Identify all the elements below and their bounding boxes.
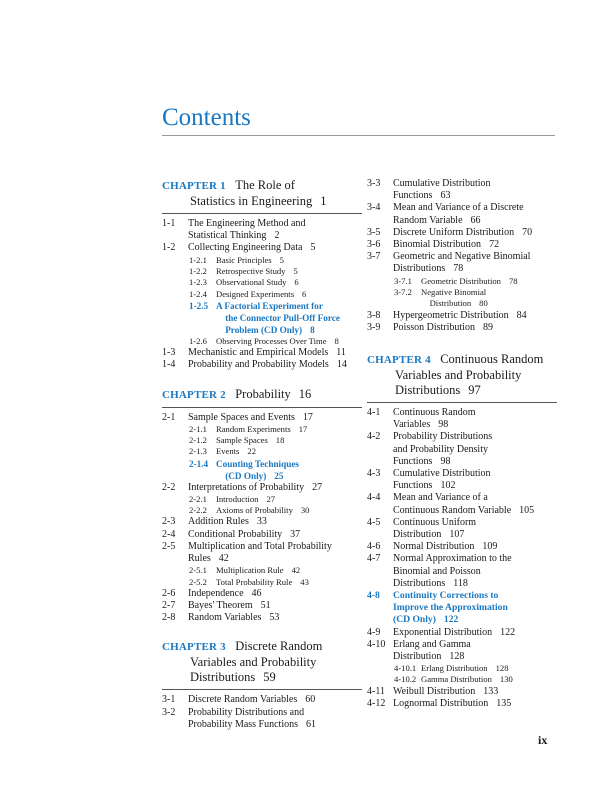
entry-number: 2-8 <box>162 612 176 624</box>
chapter-rule <box>162 689 362 690</box>
entry-page: 128 <box>449 650 465 662</box>
entry-title: Collecting Engineering Data <box>188 242 303 254</box>
toc-entry-3-3[interactable] <box>367 178 557 202</box>
entry-number: 1-3 <box>162 347 176 359</box>
chapter-page: 59 <box>263 670 276 685</box>
entry-number: 4-2 <box>367 431 381 443</box>
entry-title-line-1: The Engineering Method and <box>188 218 306 229</box>
entry-title-line-2: Functions <box>393 480 433 492</box>
entry-page: 105 <box>519 504 535 516</box>
entry-title: Hypergeometric Distribution <box>393 309 509 321</box>
entry-title: Probability and Probability Models <box>188 359 329 371</box>
entry-number: 3-4 <box>367 202 381 214</box>
entry-title-line-2: Variables <box>393 419 431 431</box>
toc-entry-4-4[interactable] <box>367 492 557 516</box>
entry-title-line-3: Problem (CD Only) <box>225 324 303 335</box>
toc-entry-3-2[interactable] <box>162 707 362 731</box>
entry-number: 1-1 <box>162 218 176 229</box>
entry-title-line-2: Distribution <box>393 650 442 662</box>
chapter-3-heading[interactable] <box>162 639 362 685</box>
chapter-number: CHAPTER 4 <box>367 353 431 366</box>
entry-number: 2-2 <box>162 481 176 493</box>
chapter-title-line-1: Continuous Random <box>440 351 544 366</box>
entry-number: 3-5 <box>367 226 381 238</box>
toc-entry-2-3[interactable] <box>162 516 362 528</box>
entry-page: 8 <box>310 324 315 335</box>
entry-number: 2-6 <box>162 587 176 599</box>
toc-entry-1-3[interactable] <box>162 347 362 359</box>
entry-title-line-1: Multiplication and Total Probability <box>188 540 332 552</box>
entry-page: 107 <box>449 528 465 540</box>
entry-number: 3-8 <box>367 309 381 321</box>
entry-page: 5 <box>293 265 298 276</box>
entry-page: 53 <box>269 612 280 624</box>
entry-title-line-3: Functions <box>393 455 433 467</box>
entry-title-line-1: Mean and Variance of a Discrete <box>393 202 524 214</box>
page-title: Contents <box>162 104 251 131</box>
entry-page: 130 <box>499 674 513 685</box>
toc-entry-2-5[interactable] <box>162 541 362 565</box>
entry-title-line-1: Continuous Uniform <box>393 516 477 528</box>
entry-title: Exponential Distribution <box>393 626 493 638</box>
entry-number: 1-2.2 <box>189 265 207 276</box>
chapter-title-line-1: Discrete Random <box>235 639 323 654</box>
entry-title: Conditional Probability <box>188 528 283 540</box>
toc-entry-2-1[interactable] <box>162 412 362 424</box>
entry-title-line-1: Erlang and Gamma <box>393 638 471 650</box>
entry-number: 2-5 <box>162 540 176 552</box>
entry-title: Introduction <box>216 493 259 504</box>
entry-title: Basic Principles <box>216 254 272 265</box>
entry-title: Total Probability Rule <box>216 576 293 587</box>
spacer <box>367 334 557 352</box>
entry-title: Bayes' Theorem <box>188 600 253 611</box>
entry-title: Multiplication Rule <box>216 565 284 576</box>
toc-subentry-2-2-2[interactable] <box>162 505 362 516</box>
entry-title: Geometric Distribution <box>421 275 501 286</box>
toc-entry-2-2[interactable] <box>162 482 362 494</box>
chapter-2-heading[interactable] <box>162 387 362 403</box>
chapter-rule <box>162 407 362 408</box>
entry-page: 5 <box>279 254 284 265</box>
toc-right-column <box>367 178 557 710</box>
entry-title-line-2: and Probability Density <box>393 443 488 455</box>
chapter-title-line-2: Statistics in Engineering <box>190 194 313 208</box>
entry-title-line-2: Improve the Approximation <box>393 602 508 614</box>
entry-page: 51 <box>260 600 271 611</box>
entry-page: 78 <box>508 275 518 286</box>
toc-entry-4-5[interactable] <box>367 517 557 541</box>
entry-title-line-1: Probability Distributions and <box>188 706 305 718</box>
chapter-title-line-3: Distributions <box>190 670 256 685</box>
entry-page: 89 <box>482 321 493 333</box>
entry-title-line-1: Geometric and Negative Binomial <box>393 251 531 263</box>
entry-page: 14 <box>336 359 347 371</box>
entry-number: 4-3 <box>367 467 381 479</box>
toc-subentry-2-5-2[interactable] <box>162 577 362 588</box>
chapter-number: CHAPTER 3 <box>162 641 226 654</box>
entry-title: Observing Processes Over Time <box>216 335 327 346</box>
entry-number: 2-2.2 <box>189 505 207 516</box>
entry-title: Sample Spaces <box>216 435 268 445</box>
entry-number: 3-9 <box>367 321 381 333</box>
entry-number: 4-8 <box>367 589 380 601</box>
toc-entry-2-8[interactable] <box>162 612 362 624</box>
entry-page: 109 <box>482 541 498 553</box>
entry-page: 122 <box>500 626 516 638</box>
chapter-title-line-2: Variables and Probability <box>395 367 522 382</box>
entry-title-line-3: (CD Only) <box>393 614 436 626</box>
entry-page: 66 <box>470 214 481 226</box>
toc-subentry-4-10-2[interactable] <box>367 674 557 685</box>
entry-page: 84 <box>516 309 527 321</box>
entry-title-line-1: Counting Techniques <box>216 458 299 469</box>
entry-number: 2-1.2 <box>189 435 207 445</box>
toc-entry-4-6[interactable] <box>367 541 557 553</box>
toc-subentry-1-2-1[interactable] <box>162 255 362 266</box>
entry-page: 63 <box>440 190 451 202</box>
toc-entry-4-7[interactable] <box>367 553 557 590</box>
entry-page: 27 <box>266 493 276 504</box>
toc-subentry-2-1-1[interactable] <box>162 424 362 435</box>
entry-page: 102 <box>440 480 456 492</box>
entry-page: 25 <box>274 470 284 481</box>
entry-page: 42 <box>218 553 229 564</box>
entry-number: 4-10 <box>367 638 386 650</box>
entry-page: 72 <box>489 239 500 251</box>
entry-number: 4-4 <box>367 492 381 504</box>
entry-title-line-2: Distribution <box>429 298 472 309</box>
entry-title: Designed Experiments <box>216 288 295 299</box>
entry-number: 4-7 <box>367 553 381 565</box>
entry-title: Normal Distribution <box>393 541 475 553</box>
chapter-title-line-2: Variables and Probability <box>190 655 317 670</box>
entry-title-line-1: Cumulative Distribution <box>393 467 491 479</box>
entry-page: 5 <box>310 242 316 254</box>
entry-title-line-2: Distribution <box>393 528 442 540</box>
chapter-page: 16 <box>298 386 312 401</box>
entry-title: Addition Rules <box>188 516 249 528</box>
toc-entry-1-1[interactable] <box>162 218 362 242</box>
entry-number: 4-10.2 <box>394 674 417 685</box>
toc-entry-4-1[interactable] <box>367 407 557 431</box>
entry-title: Lognormal Distribution <box>393 697 489 709</box>
entry-title: Binomial Distribution <box>393 239 482 251</box>
toc-entry-3-8[interactable] <box>367 310 557 322</box>
toc-entry-2-7[interactable] <box>162 600 362 612</box>
entry-page: 11 <box>336 347 346 359</box>
entry-number: 1-2.1 <box>189 254 207 265</box>
toc-subentry-2-1-4-cd-only[interactable] <box>162 458 362 482</box>
entry-number: 3-2 <box>162 706 176 718</box>
entry-title: Sample Spaces and Events <box>188 411 295 423</box>
entry-title-line-1: Negative Binomial <box>421 286 487 297</box>
entry-title-line-2: Statistical Thinking <box>188 230 267 242</box>
entry-title: Random Experiments <box>216 423 291 434</box>
toc-entry-3-4[interactable] <box>367 202 557 226</box>
entry-page: 70 <box>522 226 533 238</box>
toc-left-column <box>162 178 362 731</box>
toc-entry-4-9[interactable] <box>367 627 557 639</box>
entry-page: 17 <box>298 423 308 434</box>
entry-number: 4-9 <box>367 626 381 638</box>
entry-page: 30 <box>300 505 310 516</box>
toc-entry-2-4[interactable] <box>162 529 362 541</box>
entry-title-line-2: Binomial and Poisson <box>393 565 481 577</box>
chapter-rule <box>162 213 362 214</box>
entry-title-line-1: Cumulative Distribution <box>393 178 491 189</box>
chapter-4-heading[interactable] <box>367 352 557 398</box>
toc-entry-4-8-cd-only[interactable] <box>367 590 557 627</box>
toc-subentry-2-1-3[interactable] <box>162 446 362 457</box>
entry-number: 3-7 <box>367 251 381 263</box>
chapter-rule <box>367 402 557 403</box>
entry-page: 60 <box>305 694 316 706</box>
entry-title: Discrete Random Variables <box>188 694 298 706</box>
entry-page: 22 <box>247 446 256 457</box>
entry-number: 2-4 <box>162 528 176 540</box>
entry-number: 2-5.2 <box>189 576 207 587</box>
entry-number: 2-1.4 <box>189 458 209 469</box>
toc-entry-4-3[interactable] <box>367 468 557 492</box>
entry-number: 2-5.1 <box>189 565 207 576</box>
entry-title-line-2: (CD Only) <box>225 470 267 481</box>
title-divider <box>162 135 555 136</box>
entry-title-line-1: Probability Distributions <box>393 431 493 443</box>
entry-page: 18 <box>275 435 285 445</box>
entry-number: 4-12 <box>367 697 386 709</box>
entry-number: 2-2.1 <box>189 493 207 504</box>
entry-title-line-1: Continuous Random <box>393 406 476 418</box>
toc-subentry-2-1-2[interactable] <box>162 435 362 446</box>
toc-entry-4-10[interactable] <box>367 639 557 663</box>
entry-number: 2-3 <box>162 516 176 528</box>
entry-title: Discrete Uniform Distribution <box>393 226 515 238</box>
entry-title-line-1: Normal Approximation to the <box>393 553 512 565</box>
entry-title-line-2: Rules <box>188 553 211 564</box>
entry-title-line-2: Probability Mass Functions <box>188 718 299 730</box>
entry-title: Retrospective Study <box>216 265 286 276</box>
entry-page: 27 <box>312 481 323 493</box>
entry-number: 3-7.1 <box>394 275 412 286</box>
entry-number: 2-1 <box>162 411 176 423</box>
entry-number: 2-1.1 <box>189 423 207 434</box>
entry-number: 3-7.2 <box>394 286 412 297</box>
toc-entry-3-6[interactable] <box>367 239 557 251</box>
chapter-title-line-1: The Role of <box>235 178 295 192</box>
toc-entry-1-4[interactable] <box>162 359 362 371</box>
entry-title-line-1: Mean and Variance of a <box>393 492 488 504</box>
entry-number: 4-10.1 <box>394 663 417 674</box>
entry-page: 78 <box>453 263 464 275</box>
entry-title: Events <box>216 446 240 457</box>
entry-number: 1-2.4 <box>189 288 207 299</box>
entry-number: 1-2.3 <box>189 277 207 288</box>
entry-page: 8 <box>334 335 339 346</box>
entry-page: 43 <box>300 576 309 587</box>
entry-page: 6 <box>302 288 307 299</box>
chapter-title-line-3: Distributions <box>395 382 461 397</box>
entry-page: 122 <box>443 614 459 626</box>
entry-number: 1-2.6 <box>189 335 207 346</box>
toc-entry-4-2[interactable] <box>367 431 557 468</box>
toc-subentry-3-7-2[interactable] <box>367 287 557 310</box>
chapter-1-heading[interactable] <box>162 178 362 209</box>
entry-page: 33 <box>256 516 267 528</box>
entry-page: 61 <box>306 718 317 730</box>
entry-title-line-1: A Factorial Experiment for <box>216 300 323 311</box>
entry-title-line-2: Random Variable <box>393 214 463 226</box>
entry-number: 3-1 <box>162 694 176 706</box>
entry-title-line-3: Distributions <box>393 577 446 589</box>
entry-title-line-2: Functions <box>393 190 433 202</box>
toc-subentry-1-2-3[interactable] <box>162 277 362 288</box>
entry-number: 4-1 <box>367 406 381 418</box>
toc-entry-3-5[interactable] <box>367 227 557 239</box>
entry-title: Gamma Distribution <box>421 674 492 685</box>
entry-page: 80 <box>479 298 488 309</box>
entry-number: 3-3 <box>367 178 381 189</box>
entry-number: 3-6 <box>367 239 381 251</box>
chapter-page: 97 <box>468 382 481 397</box>
toc-subentry-2-2-1[interactable] <box>162 494 362 505</box>
chapter-page: 1 <box>320 194 327 208</box>
toc-subentry-4-10-1[interactable] <box>367 663 557 674</box>
entry-number: 1-4 <box>162 359 176 371</box>
chapter-number: CHAPTER 2 <box>162 388 226 401</box>
toc-entry-2-6[interactable] <box>162 588 362 600</box>
spacer <box>162 372 362 387</box>
toc-subentry-1-2-6[interactable] <box>162 336 362 347</box>
chapter-title: Probability <box>235 386 291 401</box>
entry-number: 2-1.3 <box>189 446 207 457</box>
entry-title-line-1: Continuity Corrections to <box>393 589 499 601</box>
entry-title-line-2: Continuous Random Variable <box>393 504 512 516</box>
toc-subentry-1-2-4[interactable] <box>162 289 362 300</box>
toc-subentry-1-2-5-cd-only[interactable] <box>162 300 362 336</box>
entry-page: 128 <box>495 663 509 674</box>
entry-title: Random Variables <box>188 612 262 624</box>
toc-entry-3-9[interactable] <box>367 322 557 334</box>
entry-page: 37 <box>290 528 301 540</box>
entry-page: 42 <box>291 565 301 576</box>
entry-title: Axioms of Probability <box>216 505 293 516</box>
entry-title: Poisson Distribution <box>393 321 475 333</box>
entry-title: Observational Study <box>216 277 287 288</box>
entry-number: 4-6 <box>367 541 381 553</box>
toc-subentry-2-5-1[interactable] <box>162 565 362 576</box>
entry-page: 133 <box>483 685 499 697</box>
spacer <box>162 624 362 639</box>
entry-page: 135 <box>496 697 512 709</box>
chapter-number: CHAPTER 1 <box>162 180 226 192</box>
entry-title: Interpretations of Probability <box>188 481 305 493</box>
toc-entry-1-2[interactable] <box>162 242 362 254</box>
entry-page: 46 <box>251 587 262 599</box>
entry-page: 2 <box>274 230 280 242</box>
toc-subentry-1-2-2[interactable] <box>162 266 362 277</box>
entry-page: 98 <box>440 455 451 467</box>
entry-title: Erlang Distribution <box>421 663 488 674</box>
entry-page: 6 <box>294 277 299 288</box>
entry-page: 17 <box>302 411 313 423</box>
entry-page: 98 <box>438 419 449 431</box>
entry-title: Independence <box>188 587 244 599</box>
entry-page: 118 <box>453 577 468 589</box>
entry-title: Weibull Distribution <box>393 685 476 697</box>
toc-entry-4-11[interactable] <box>367 686 557 698</box>
entry-title: Mechanistic and Empirical Models <box>188 347 329 359</box>
entry-number: 4-11 <box>367 685 385 697</box>
page-number: ix <box>538 733 548 747</box>
entry-title-line-2: Distributions <box>393 263 446 275</box>
toc-entry-3-7[interactable] <box>367 251 557 275</box>
entry-title-line-2: the Connector Pull-Off Force <box>225 312 340 323</box>
entry-number: 4-5 <box>367 516 381 528</box>
entry-number: 1-2 <box>162 242 176 254</box>
toc-subentry-3-7-1[interactable] <box>367 276 557 287</box>
toc-entry-4-12[interactable] <box>367 698 557 710</box>
toc-entry-3-1[interactable] <box>162 694 362 706</box>
entry-number: 1-2.5 <box>189 300 209 311</box>
entry-number: 2-7 <box>162 600 176 611</box>
